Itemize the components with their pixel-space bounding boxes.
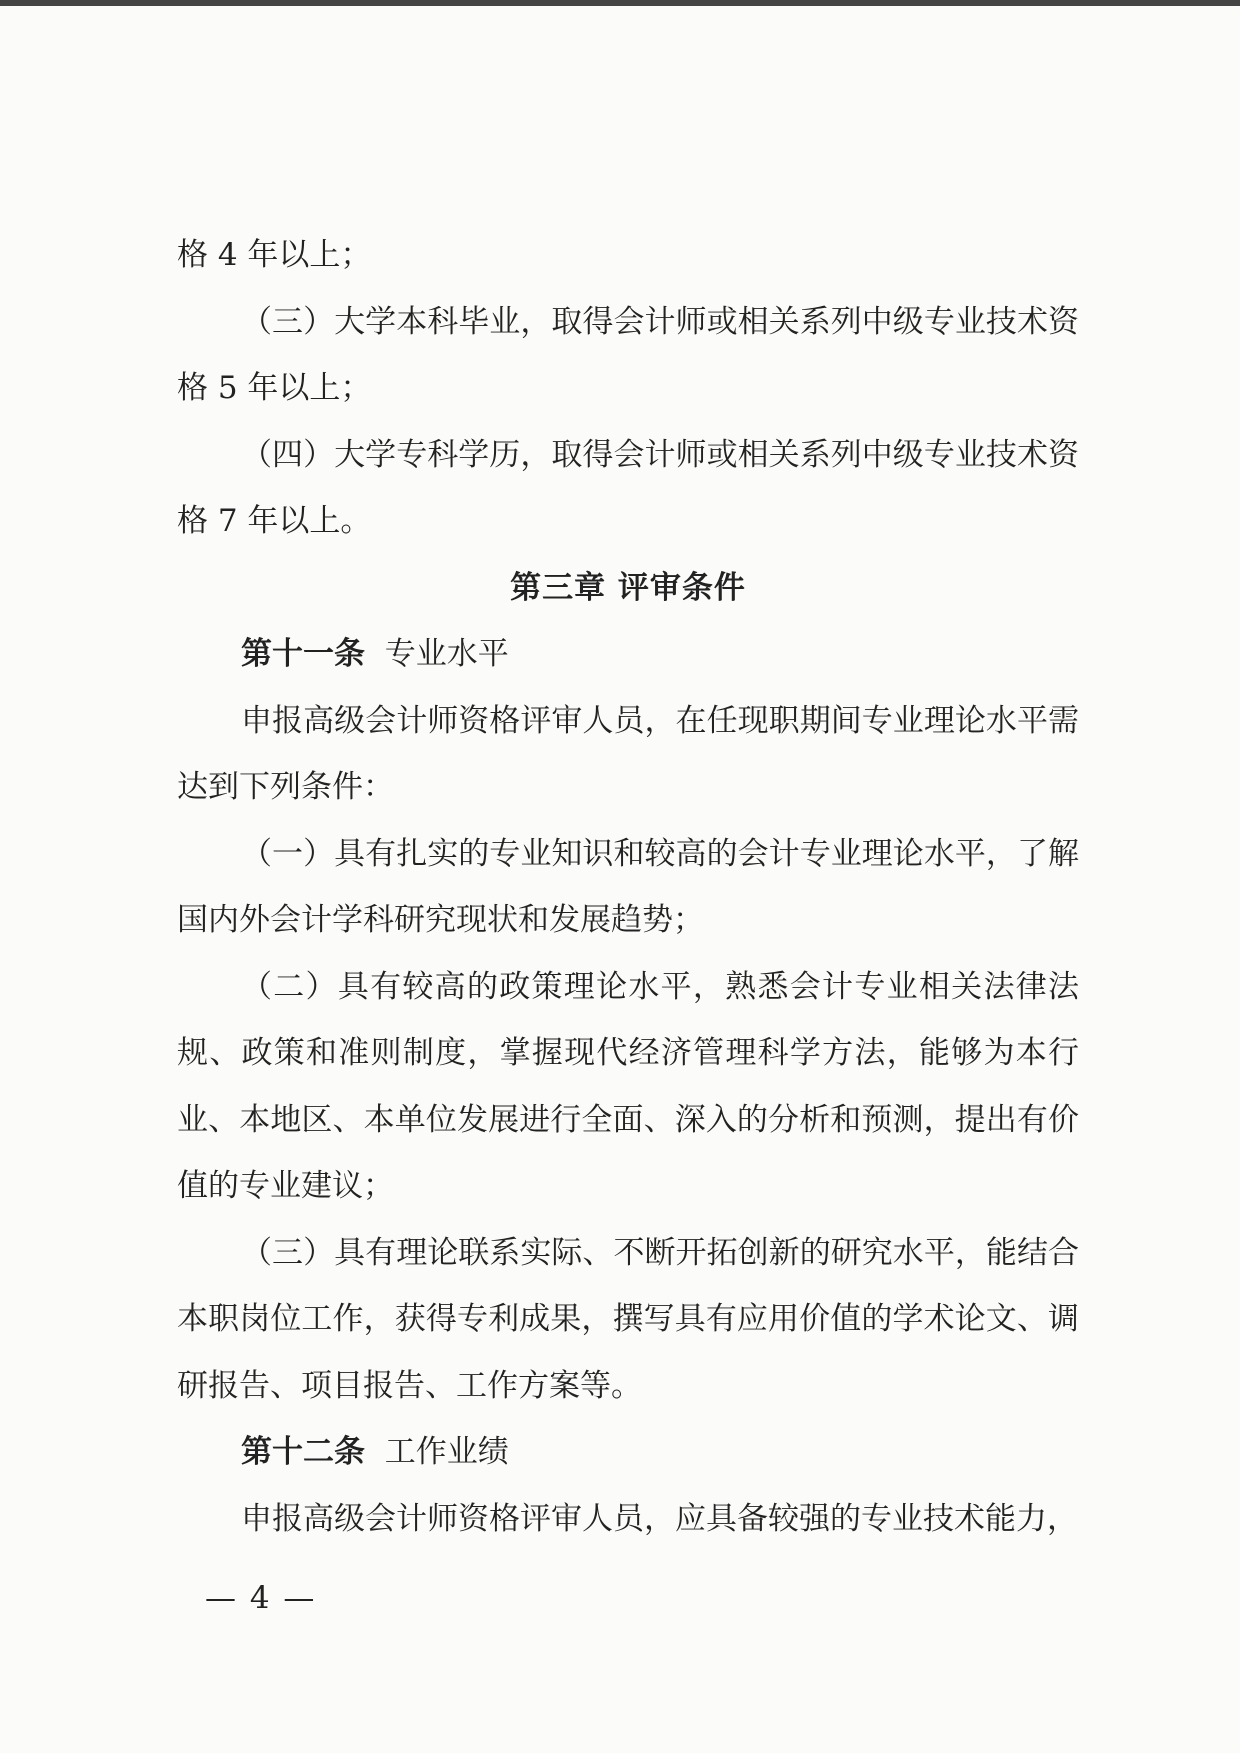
article-11-intro: 申报高级会计师资格评审人员，在任现职期间专业理论水平需达到下列条件： xyxy=(177,702,1079,805)
document-body xyxy=(177,222,1079,1552)
article-11-item-2: （二）具有较高的政策理论水平，熟悉会计专业相关法律法规、政策和准则制度，掌握现代经济管理科学方法，能够为本行业、本地区、本单位发展进行全面、深入的分析和预测，提出有价值的专业建议； xyxy=(177,968,1079,1204)
paragraph-continuation: 格 4 年以上； xyxy=(177,237,372,273)
article-11-item-1: （一）具有扎实的专业知识和较高的会计专业理论水平，了解国内外会计学科研究现状和发展趋势； xyxy=(177,835,1079,938)
page-number: — 4 — xyxy=(205,1580,317,1616)
article-12-title: 工作业绩 xyxy=(384,1434,509,1470)
paragraph-item-3: （三）大学本科毕业，取得会计师或相关系列中级专业技术资格 5 年以上； xyxy=(177,303,1079,406)
article-11-item-3: （三）具有理论联系实际、不断开拓创新的研究水平，能结合本职岗位工作，获得专利成果，撰写具有应用价值的学术论文、调研报告、项目报告、工作方案等。 xyxy=(177,1234,1079,1404)
chapter-title: 第三章 评审条件 xyxy=(510,569,746,606)
article-11-title: 专业水平 xyxy=(384,636,509,672)
article-12-intro: 申报高级会计师资格评审人员，应具备较强的专业技术能力， xyxy=(241,1500,1078,1537)
paragraph-item-4: （四）大学专科学历，取得会计师或相关系列中级专业技术资格 7 年以上。 xyxy=(177,436,1079,539)
article-11-heading xyxy=(177,621,1079,688)
article-12-heading xyxy=(177,1419,1079,1486)
article-11-number: 第十一条 xyxy=(241,636,365,672)
article-12-number: 第十二条 xyxy=(241,1434,365,1470)
